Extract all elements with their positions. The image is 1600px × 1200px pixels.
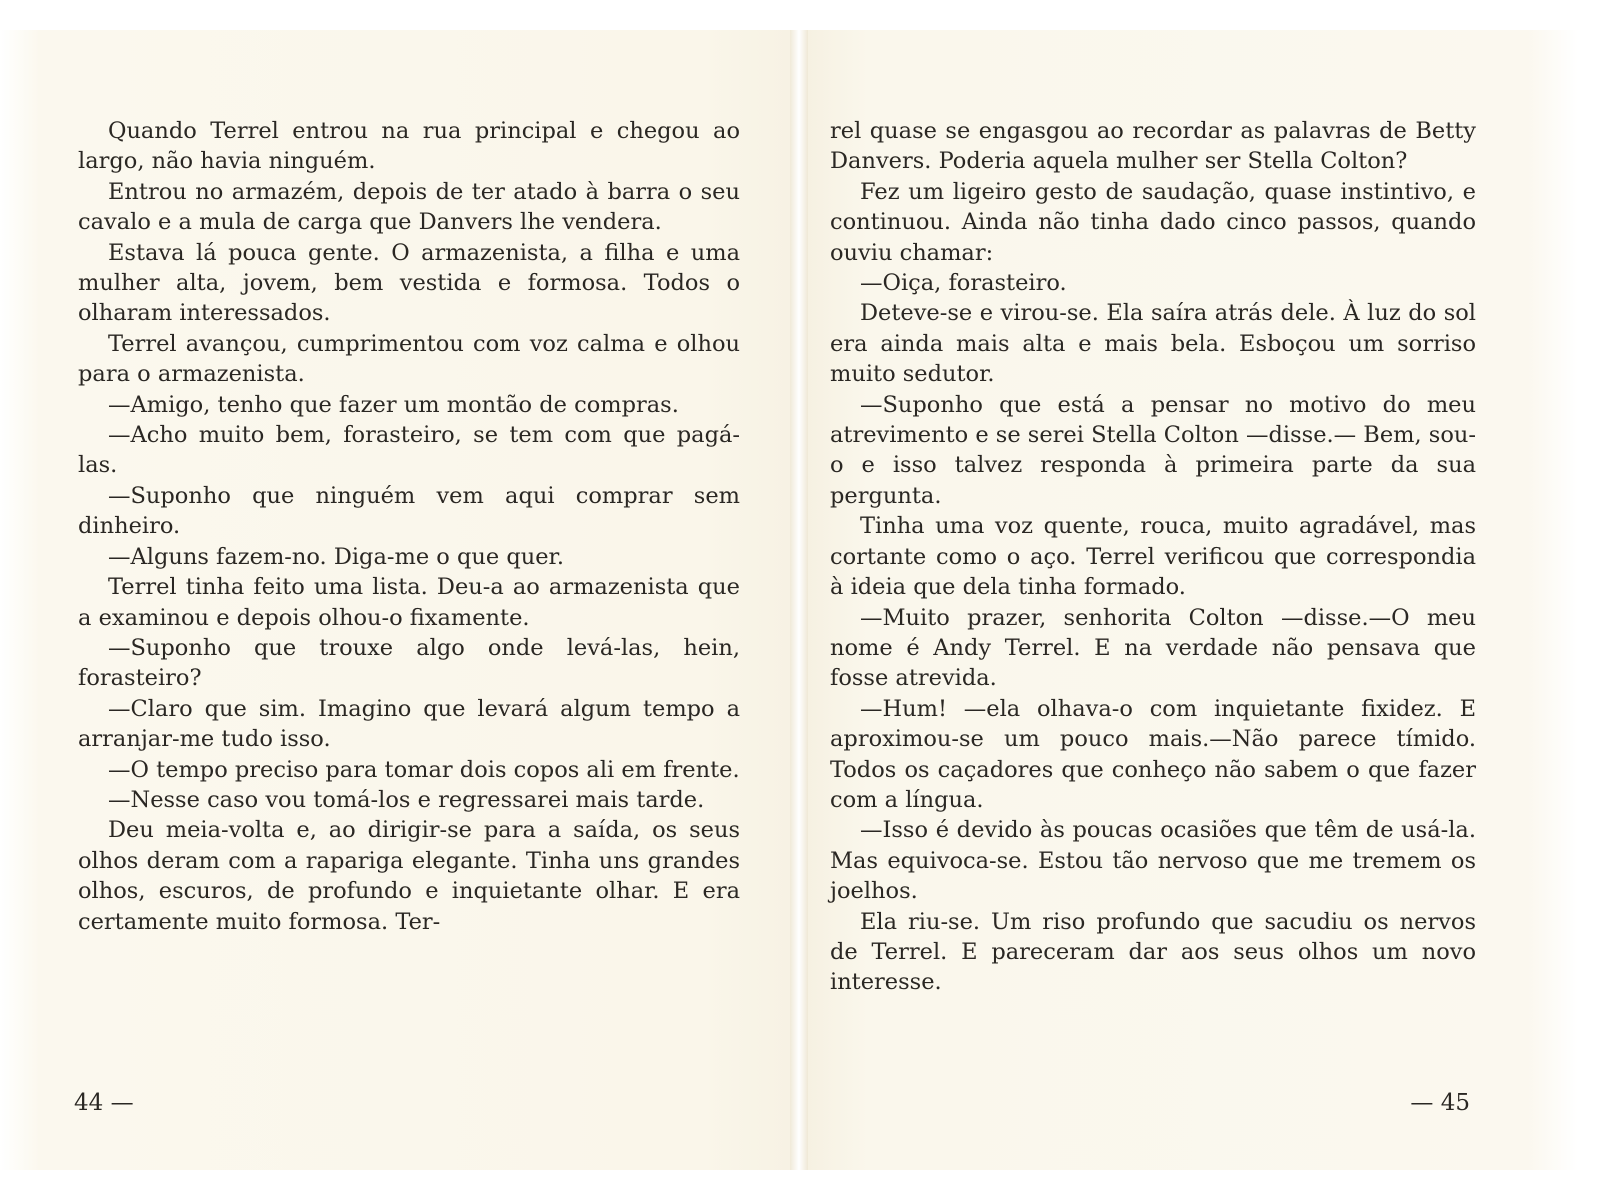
page-number-left: 44 — (74, 1090, 134, 1116)
paragraph: —Oiça, forasteiro. (860, 270, 1067, 297)
right-page-text (830, 116, 1476, 998)
left-page (0, 30, 790, 1170)
paragraph: Deteve-se e virou-se. Ela saíra atrás dele. À luz do sol era ainda mais alta e mais bela. Esboçou um sorriso muito sedutor. (830, 300, 1476, 388)
book-gutter (790, 30, 808, 1170)
paragraph: —Amigo, tenho que fazer um montão de compras. (108, 391, 679, 418)
paragraph: Estava lá pouca gente. O armazenista, a filha e uma mulher alta, jovem, bem vestida e formosa. Todos o olharam interessados. (78, 239, 740, 327)
paragraph: —Isso é devido às poucas ocasiões que têm de usá-la. Mas equivoca-se. Estou tão nervoso que me tremem os joelhos. (830, 817, 1476, 905)
paragraph: Ela riu-se. Um riso profundo que sacudiu os nervos de Terrel. E pareceram dar aos seus olhos um novo interesse. (830, 908, 1476, 996)
paragraph: Entrou no armazém, depois de ter atado à barra o seu cavalo e a mula de carga que Danvers lhe vendera. (78, 178, 740, 236)
paragraph: —Nesse caso vou tomá-los e regressarei mais tarde. (108, 786, 705, 813)
paragraph: —Suponho que está a pensar no motivo do meu atrevimento e se serei Stella Colton —disse.— Bem, sou-o e isso talvez responda à primeira parte da sua pergunta. (830, 391, 1476, 509)
paragraph: —Suponho que ninguém vem aqui comprar sem dinheiro. (78, 482, 740, 540)
paragraph: Deu meia-volta e, ao dirigir-se para a saída, os seus olhos deram com a rapariga elegante. Tinha uns grandes olhos, escuros, de profundo e inquietante olhar. E era certamente muito formosa. Ter- (78, 817, 740, 935)
paragraph: —Acho muito bem, forasteiro, se tem com que pagá-las. (78, 422, 740, 479)
paragraph: Terrel tinha feito uma lista. Deu-a ao armazenista que a examinou e depois olhou-o fixamente. (78, 574, 740, 631)
paragraph: —O tempo preciso para tomar dois copos ali em frente. (108, 756, 740, 783)
paragraph: Fez um ligeiro gesto de saudação, quase instintivo, e continuou. Ainda não tinha dado cinco passos, quando ouviu chamar: (830, 178, 1476, 266)
page-number-right: — 45 (1410, 1090, 1470, 1116)
paragraph: —Muito prazer, senhorita Colton —disse.—O meu nome é Andy Terrel. E na verdade não pensava que fosse atrevida. (830, 604, 1476, 692)
paragraph: —Claro que sim. Imagino que levará algum tempo a arranjar-me tudo isso. (78, 695, 740, 753)
paragraph: —Suponho que trouxe algo onde levá-las, hein, forasteiro? (78, 634, 740, 692)
continued-paragraph: rel quase se engasgou ao recordar as palavras de Betty Danvers. Poderia aquela mulher ser Stella Colton? (830, 118, 1476, 175)
right-page (808, 30, 1578, 1170)
left-page-text (78, 116, 740, 937)
paragraph: —Hum! —ela olhava-o com inquietante fixidez. E aproximou-se um pouco mais.—Não parece tímido. Todos os caçadores que conheço não sabem o que fazer com a língua. (830, 695, 1476, 813)
paragraph: Quando Terrel entrou na rua principal e chegou ao largo, não havia ninguém. (78, 118, 740, 175)
paragraph: Tinha uma voz quente, rouca, muito agradável, mas cortante como o aço. Terrel verificou que correspondia à ideia que dela tinha formado. (830, 513, 1476, 601)
paragraph: —Alguns fazem-no. Diga-me o que quer. (108, 543, 564, 570)
paragraph: Terrel avançou, cumprimentou com voz calma e olhou para o armazenista. (78, 330, 740, 388)
